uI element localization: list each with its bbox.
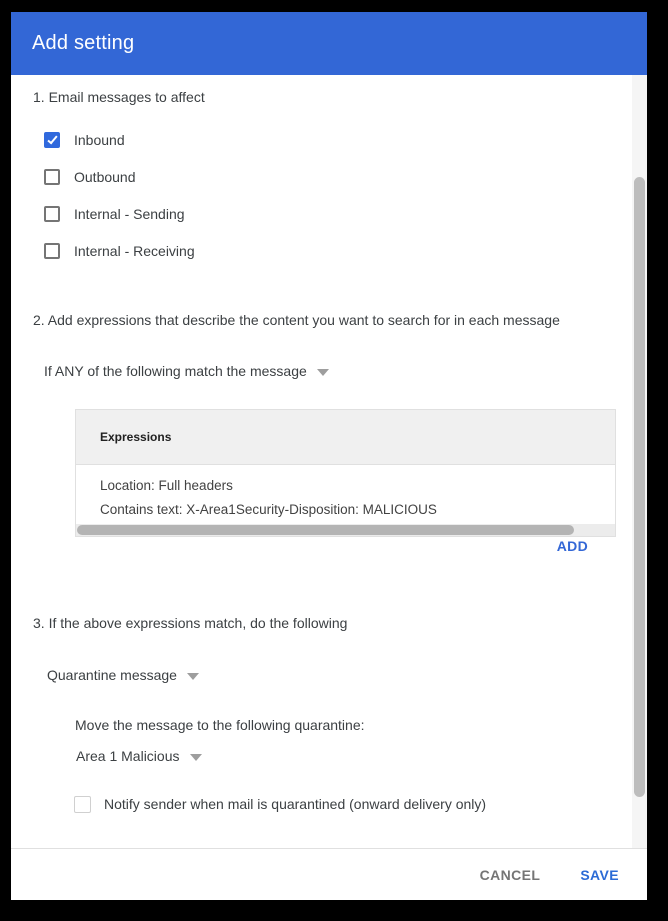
- checkbox-label: Internal - Receiving: [74, 243, 195, 259]
- checkbox-label: Outbound: [74, 169, 136, 185]
- expressions-table-header: [76, 410, 615, 465]
- action-dropdown[interactable]: [47, 667, 199, 683]
- checkbox-inbound[interactable]: [44, 130, 125, 150]
- expressions-table-body: [76, 465, 615, 524]
- checkbox-box[interactable]: [44, 132, 60, 148]
- checkbox-internal-sending[interactable]: [44, 204, 185, 224]
- checkbox-box[interactable]: [74, 796, 91, 813]
- section2-heading: 2. Add expressions that describe the content you want to search for in each message: [33, 312, 560, 328]
- horizontal-scrollbar-thumb[interactable]: [77, 525, 574, 535]
- dialog-footer: [11, 848, 647, 900]
- add-setting-dialog: [11, 12, 647, 900]
- action-value: Quarantine message: [47, 667, 177, 683]
- add-expression-button[interactable]: ADD: [556, 538, 588, 554]
- checkbox-label: Inbound: [74, 132, 125, 148]
- quarantine-prompt: Move the message to the following quarantine:: [75, 717, 365, 733]
- expression-row: Contains text: X-Area1Security-Disposition: MALICIOUS: [100, 502, 437, 517]
- save-button[interactable]: SAVE: [578, 863, 621, 887]
- vertical-scrollbar-thumb[interactable]: [634, 177, 645, 797]
- dialog-header: [11, 12, 647, 75]
- chevron-down-icon: [187, 673, 199, 680]
- checkbox-label: Notify sender when mail is quarantined (onward delivery only): [104, 796, 487, 812]
- checkbox-outbound[interactable]: [44, 167, 136, 187]
- checkbox-notify-sender[interactable]: [74, 794, 486, 814]
- vertical-scrollbar[interactable]: [632, 75, 647, 848]
- dialog-content: [11, 75, 632, 848]
- add-expression-container: [75, 538, 616, 556]
- expressions-table: [75, 409, 616, 537]
- checkbox-box[interactable]: [44, 169, 60, 185]
- chevron-down-icon: [190, 754, 202, 761]
- checkbox-box[interactable]: [44, 243, 60, 259]
- match-type-value: If ANY of the following match the message: [44, 363, 307, 379]
- chevron-down-icon: [317, 369, 329, 376]
- expressions-column-header: Expressions: [100, 430, 172, 444]
- section1-heading: 1. Email messages to affect: [33, 89, 205, 105]
- quarantine-value: Area 1 Malicious: [76, 748, 180, 764]
- cancel-button[interactable]: CANCEL: [478, 863, 543, 887]
- section3-heading: 3. If the above expressions match, do the following: [33, 615, 348, 631]
- dialog-title: Add setting: [32, 32, 135, 54]
- checkbox-box[interactable]: [44, 206, 60, 222]
- horizontal-scrollbar[interactable]: [76, 524, 615, 536]
- checkmark-icon: [47, 134, 57, 145]
- match-type-dropdown[interactable]: [44, 363, 329, 379]
- checkbox-label: Internal - Sending: [74, 206, 185, 222]
- dialog-body: [11, 75, 647, 848]
- checkbox-internal-receiving[interactable]: [44, 241, 195, 261]
- expression-row: Location: Full headers: [100, 478, 233, 493]
- quarantine-dropdown[interactable]: [76, 748, 202, 764]
